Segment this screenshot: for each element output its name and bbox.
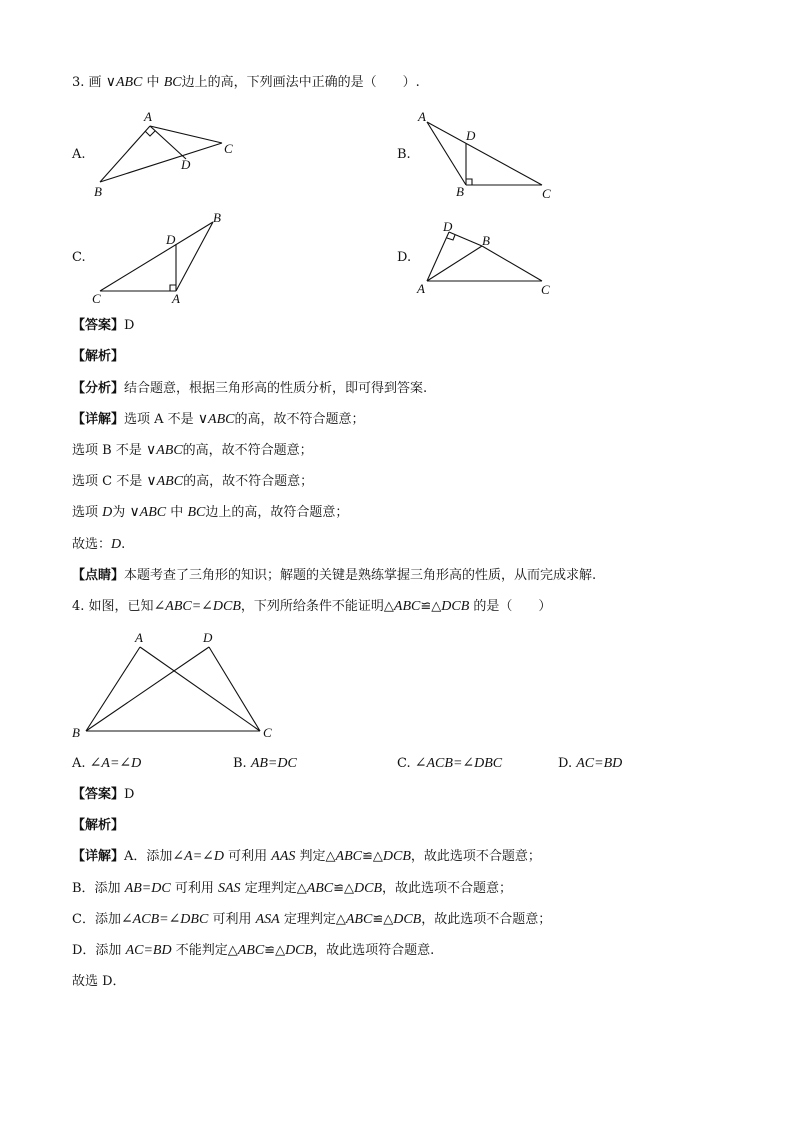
- q3b-point-a: A: [418, 109, 426, 124]
- q3a-point-a: A: [144, 109, 152, 124]
- q3-detail-4: 选项 D为 ∨ABC 中 BC边上的高，故符合题意；: [72, 505, 349, 520]
- q3b-point-b: B: [456, 184, 464, 199]
- q3a-point-d: D: [181, 157, 191, 172]
- q3b-point-d: D: [466, 128, 476, 143]
- q4-detail-4: D．添加 AC=BD 不能判定△ABC≌△DCB，故此选项符合题意.: [72, 943, 435, 958]
- q3-option-d-label[interactable]: D.: [397, 250, 412, 265]
- q3-choose: 故选：D.: [72, 537, 126, 552]
- q3-detail-2: 选项 B 不是 ∨ABC的高，故不符合题意；: [72, 443, 313, 458]
- q3d-point-c: C: [541, 282, 550, 297]
- q4-detail-1: 【详解】A．添加∠A=∠D 可利用 AAS 判定△ABC≌△DCB，故此选项不合题意；: [72, 849, 541, 864]
- q4-analysis-tag: 【解析】: [72, 818, 125, 833]
- q4-point-b: B: [72, 725, 80, 740]
- q3c-point-b: B: [213, 210, 221, 225]
- q3-dianjing: 【点睛】本题考查了三角形的知识；解题的关键是熟练掌握三角形高的性质，从而完成求解.: [72, 568, 597, 583]
- q3-fenxi: 【分析】结合题意，根据三角形高的性质分析，即可得到答案.: [72, 381, 428, 396]
- q4-option-c[interactable]: C. ∠ACB=∠DBC: [397, 756, 503, 771]
- q3-stem: 3. 画 ∨ABC 中 BC边上的高，下列画法中正确的是（ ）.: [72, 75, 420, 90]
- q3-option-b-label[interactable]: B.: [397, 147, 411, 162]
- q3-option-a-label[interactable]: A.: [72, 147, 86, 162]
- q4-stem: 4. 如图，已知∠ABC=∠DCB，下列所给条件不能证明△ABC≌△DCB 的是（ ）: [72, 599, 552, 614]
- q3a-point-b: B: [94, 184, 102, 199]
- q3c-point-d: D: [166, 232, 176, 247]
- q3-detail-1: 【详解】选项 A 不是 ∨ABC的高，故不符合题意；: [72, 412, 365, 427]
- q4-point-d: D: [203, 630, 213, 645]
- q4-point-a: A: [135, 630, 143, 645]
- q3-analysis-tag: 【解析】: [72, 349, 125, 364]
- q4-choose: 故选 D．: [72, 974, 126, 989]
- q3d-point-a: A: [417, 281, 425, 296]
- q3a-point-c: C: [224, 141, 233, 156]
- q4-option-d[interactable]: D. AC=BD: [558, 756, 623, 771]
- q3c-point-a: A: [172, 291, 180, 306]
- q3-detail-3: 选项 C 不是 ∨ABC的高，故不符合题意；: [72, 474, 314, 489]
- q3-option-c-label[interactable]: C.: [72, 250, 86, 265]
- q3c-point-c: C: [92, 291, 101, 306]
- q4-detail-2: B．添加 AB=DC 可利用 SAS 定理判定△ABC≌△DCB，故此选项不合题意；: [72, 881, 513, 896]
- q3d-point-d: D: [443, 219, 453, 234]
- q3d-point-b: B: [482, 233, 490, 248]
- q4-detail-3: C．添加∠ACB=∠DBC 可利用 ASA 定理判定△ABC≌△DCB，故此选项不合题意；: [72, 912, 552, 927]
- q4-option-a[interactable]: A. ∠A=∠D: [72, 756, 142, 771]
- q3b-point-c: C: [542, 186, 551, 201]
- q3-answer: 【答案】D: [72, 318, 135, 333]
- q4-option-b[interactable]: B. AB=DC: [233, 756, 297, 771]
- q4-point-c: C: [263, 725, 272, 740]
- q4-answer: 【答案】D: [72, 787, 135, 802]
